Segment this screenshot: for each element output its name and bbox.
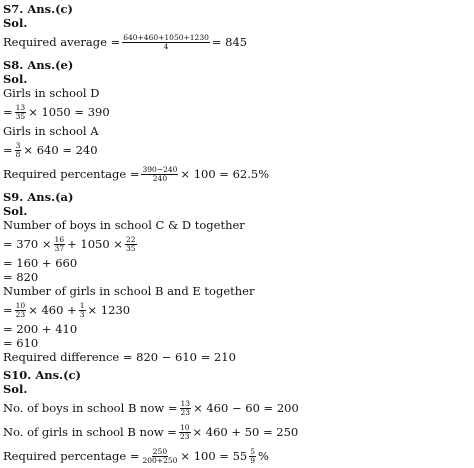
s8-girls-d-label xyxy=(3,86,474,100)
s10-girls-line xyxy=(3,420,474,444)
equals-sign: = xyxy=(3,105,13,119)
average-fraction xyxy=(122,34,210,51)
s8-heading xyxy=(3,58,474,72)
calc-part: × 1230 xyxy=(87,303,131,317)
fraction-denominator: 9 xyxy=(250,455,256,465)
calc-part: = 370 × xyxy=(3,237,52,251)
fraction-denominator: 23 xyxy=(180,407,191,417)
sol-label: Sol. xyxy=(3,204,28,218)
fraction-denominator: 23 xyxy=(15,309,26,319)
fraction-denominator: 37 xyxy=(54,243,65,253)
text-line: Girls in school D xyxy=(3,86,100,100)
fraction-denominator: 23 xyxy=(179,431,190,441)
percentage-label: Required percentage = xyxy=(3,449,140,463)
s9-girls-label xyxy=(3,284,474,298)
fraction-denominator: 240 xyxy=(152,173,168,183)
calc-rest: × 640 = 240 xyxy=(23,143,98,157)
s8-percentage-line xyxy=(3,162,474,186)
fraction-numerator: 13 xyxy=(15,102,26,112)
fraction xyxy=(15,104,27,121)
fraction xyxy=(15,142,22,159)
fraction xyxy=(125,236,137,253)
equals-sign: = xyxy=(3,303,13,317)
calc-rest: × 100 = 62.5% xyxy=(180,167,270,181)
fraction xyxy=(141,166,178,183)
s7-answer: S7. Ans.(c) xyxy=(3,2,73,16)
average-label: Required average = xyxy=(3,35,121,49)
fraction xyxy=(179,424,191,441)
text-line: = 200 + 410 xyxy=(3,322,78,336)
fraction-numerator: 10 xyxy=(179,422,190,432)
fraction xyxy=(54,236,66,253)
fraction-denominator: 3 xyxy=(79,309,85,319)
fraction-numerator: 10 xyxy=(15,300,26,310)
s9-boys-label xyxy=(3,218,474,232)
fraction-numerator: 390−240 xyxy=(142,164,178,174)
s8-girls-a-label xyxy=(3,124,474,138)
s10-answer: S10. Ans.(c) xyxy=(3,368,81,382)
calc-rest: × 460 − 60 = 200 xyxy=(193,401,299,415)
percent-sign: % xyxy=(258,449,269,463)
text-line: Number of girls in school B and E together xyxy=(3,284,255,298)
text-line: = 160 + 660 xyxy=(3,256,78,270)
text-line: Girls in school A xyxy=(3,124,99,138)
fraction-numerator: 13 xyxy=(180,398,191,408)
s7-average-line xyxy=(3,30,474,54)
text-line: Required difference = 820 − 610 = 210 xyxy=(3,350,236,364)
text-line: = 610 xyxy=(3,336,39,350)
s9-boys-calc xyxy=(3,232,474,256)
s10-heading xyxy=(3,368,474,382)
sol-label: Sol. xyxy=(3,16,28,30)
s10-percentage-line xyxy=(3,444,474,468)
fraction-denominator: 35 xyxy=(125,243,136,253)
fraction-numerator: 1 xyxy=(79,300,85,310)
percentage-label: Required percentage = xyxy=(3,167,140,181)
s10-sol-label xyxy=(3,382,474,396)
fraction-numerator: 3 xyxy=(15,140,21,150)
s9-heading xyxy=(3,190,474,204)
s10-boys-line xyxy=(3,396,474,420)
fraction xyxy=(15,302,27,319)
fraction xyxy=(180,400,192,417)
boys-label: No. of boys in school B now = xyxy=(3,401,178,415)
fraction-denominator: 35 xyxy=(15,111,26,121)
fraction-denominator: 8 xyxy=(15,149,21,159)
s9-boys-sum xyxy=(3,256,474,270)
mixed-fraction xyxy=(249,448,256,465)
calc-part: + 1050 × xyxy=(67,237,123,251)
fraction-numerator: 250 xyxy=(152,446,168,456)
fraction-numerator: 5 xyxy=(250,446,256,456)
s9-girls-total xyxy=(3,336,474,350)
fraction-numerator: 640+460+1050+1230 xyxy=(123,32,209,42)
average-result: = 845 xyxy=(211,35,248,49)
calc-rest: × 460 + 50 = 250 xyxy=(192,425,299,439)
girls-label: No. of girls in school B now = xyxy=(3,425,177,439)
s8-sol-label xyxy=(3,72,474,86)
fraction xyxy=(141,448,178,465)
calc-rest: × 1050 = 390 xyxy=(28,105,110,119)
s8-answer: S8. Ans.(e) xyxy=(3,58,74,72)
s9-answer: S9. Ans.(a) xyxy=(3,190,74,204)
calc-rest: × 100 = 55 xyxy=(180,449,248,463)
sol-label: Sol. xyxy=(3,382,28,396)
fraction-denominator: 4 xyxy=(163,41,169,51)
s9-sol-label xyxy=(3,204,474,218)
s8-girls-d-calc xyxy=(3,100,474,124)
calc-part: × 460 + xyxy=(28,303,77,317)
fraction-denominator: 200+250 xyxy=(142,455,178,465)
s8-girls-a-calc xyxy=(3,138,474,162)
equals-sign: = xyxy=(3,143,13,157)
s7-heading xyxy=(3,2,474,16)
text-line: = 820 xyxy=(3,270,39,284)
fraction xyxy=(79,302,86,319)
s9-difference xyxy=(3,350,474,364)
s9-girls-sum xyxy=(3,322,474,336)
sol-label: Sol. xyxy=(3,72,28,86)
fraction-numerator: 22 xyxy=(125,234,136,244)
text-line: Number of boys in school C & D together xyxy=(3,218,245,232)
s9-girls-calc xyxy=(3,298,474,322)
s7-sol-label xyxy=(3,16,474,30)
s9-boys-total xyxy=(3,270,474,284)
fraction-numerator: 16 xyxy=(54,234,65,244)
